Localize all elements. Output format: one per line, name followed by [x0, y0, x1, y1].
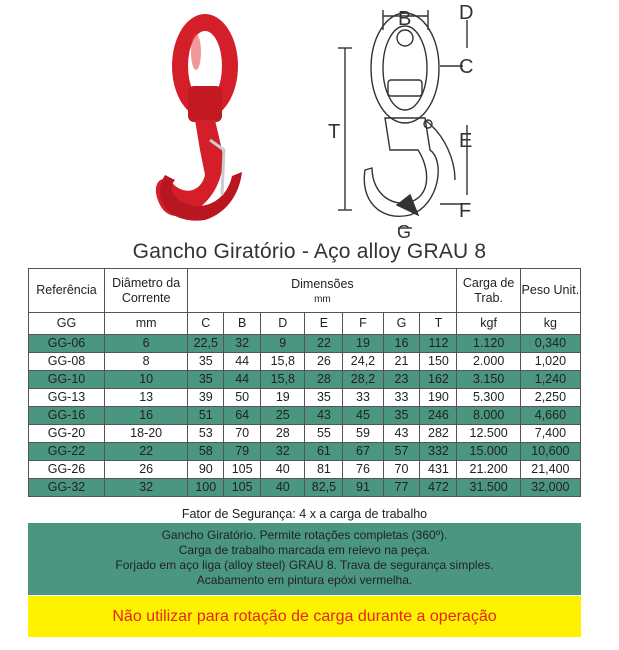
table-cell: 28,2 — [343, 371, 383, 389]
table-cell: 39 — [188, 389, 224, 407]
table-cell: 35 — [188, 353, 224, 371]
table-cell: 16 — [104, 407, 187, 425]
table-cell: 45 — [343, 407, 383, 425]
note-line: Forjado em aço liga (alloy steel) GRAU 8. Trava de segurança simples. — [115, 558, 494, 572]
note-line: Gancho Giratório. Permite rotações completas (360º). — [161, 528, 448, 542]
table-cell: 19 — [261, 389, 305, 407]
table-cell: 32 — [224, 335, 261, 353]
table-cell: 31.500 — [457, 479, 520, 497]
table-cell: 28 — [261, 425, 305, 443]
table-cell: 105 — [224, 461, 261, 479]
table-cell: 4,660 — [520, 407, 580, 425]
table-cell: 6 — [104, 335, 187, 353]
subheader-cell: C — [188, 313, 224, 335]
table-cell: 35 — [305, 389, 343, 407]
page-title: Gancho Giratório - Aço alloy GRAU 8 — [132, 240, 487, 263]
dimension-diagram — [338, 10, 467, 228]
table-cell: 25 — [261, 407, 305, 425]
dim-label-t: T — [328, 121, 341, 143]
table-cell: 18-20 — [104, 425, 187, 443]
table-cell: 35 — [188, 371, 224, 389]
table-cell: 44 — [224, 353, 261, 371]
header-dimensoes-unit: mm — [314, 294, 331, 305]
table-cell: 3.150 — [457, 371, 520, 389]
table-row — [29, 443, 581, 461]
header-dimensoes-label: Dimensões — [291, 277, 354, 291]
table-cell: 8 — [104, 353, 187, 371]
dim-label-g: G — [397, 222, 412, 240]
table-cell: 246 — [420, 407, 457, 425]
header-carga: Carga de Trab. — [457, 269, 520, 313]
table-cell: 24,2 — [343, 353, 383, 371]
table-cell: 23 — [383, 371, 420, 389]
table-cell: 82,5 — [305, 479, 343, 497]
subheader-cell: GG — [29, 313, 105, 335]
table-cell: 33 — [383, 389, 420, 407]
table-row — [29, 461, 581, 479]
table-cell: 28 — [305, 371, 343, 389]
table-cell: GG-13 — [29, 389, 105, 407]
table-cell: 10 — [104, 371, 187, 389]
header-peso: Peso Unit. — [520, 269, 580, 313]
table-row — [29, 371, 581, 389]
safety-factor: Fator de Segurança: 4 x a carga de trabalho — [181, 507, 428, 521]
subheader-cell: kgf — [457, 313, 520, 335]
table-cell: 105 — [224, 479, 261, 497]
table-cell: 22 — [305, 335, 343, 353]
table-cell: 90 — [188, 461, 224, 479]
table-header-row — [29, 269, 581, 313]
table-cell: 32 — [104, 479, 187, 497]
table-cell: 112 — [420, 335, 457, 353]
table-cell: 1.120 — [457, 335, 520, 353]
table-cell: 431 — [420, 461, 457, 479]
table-cell: 81 — [305, 461, 343, 479]
table-cell: GG-32 — [29, 479, 105, 497]
table-cell: 26 — [104, 461, 187, 479]
subheader-cell: kg — [520, 313, 580, 335]
table-cell: 33 — [343, 389, 383, 407]
table-row — [29, 425, 581, 443]
table-cell: 190 — [420, 389, 457, 407]
table-cell: 57 — [383, 443, 420, 461]
table-cell: 43 — [383, 425, 420, 443]
subheader-cell: mm — [104, 313, 187, 335]
table-cell: 282 — [420, 425, 457, 443]
table-cell: 10,600 — [520, 443, 580, 461]
product-illustration — [0, 0, 619, 240]
table-cell: 21.200 — [457, 461, 520, 479]
spec-table — [28, 268, 581, 497]
table-cell: 35 — [383, 407, 420, 425]
table-cell: GG-06 — [29, 335, 105, 353]
table-cell: 150 — [420, 353, 457, 371]
table-cell: 70 — [383, 461, 420, 479]
subheader-cell: B — [224, 313, 261, 335]
dim-label-c: C — [459, 56, 474, 78]
dim-label-e: E — [459, 130, 473, 152]
header-diametro: Diâmetro da Corrente — [104, 269, 187, 313]
table-cell: 1,020 — [520, 353, 580, 371]
table-cell: 76 — [343, 461, 383, 479]
table-cell: 44 — [224, 371, 261, 389]
table-cell: 7,400 — [520, 425, 580, 443]
table-cell: 12.500 — [457, 425, 520, 443]
table-cell: 70 — [224, 425, 261, 443]
table-cell: 5.300 — [457, 389, 520, 407]
subheader-cell: F — [343, 313, 383, 335]
table-cell: 32 — [261, 443, 305, 461]
table-cell: GG-10 — [29, 371, 105, 389]
table-row — [29, 479, 581, 497]
table-cell: 79 — [224, 443, 261, 461]
table-cell: 472 — [420, 479, 457, 497]
table-cell: 50 — [224, 389, 261, 407]
table-body — [29, 335, 581, 497]
table-cell: 59 — [343, 425, 383, 443]
table-cell: 0,340 — [520, 335, 580, 353]
table-row — [29, 335, 581, 353]
warning-banner: Não utilizar para rotação de carga durante a operação — [28, 596, 581, 637]
table-cell: 43 — [305, 407, 343, 425]
table-cell: 53 — [188, 425, 224, 443]
note-line: Acabamento em pintura epóxi vermelha. — [196, 573, 413, 587]
table-cell: 91 — [343, 479, 383, 497]
dim-label-d: D — [459, 2, 474, 24]
table-cell: 77 — [383, 479, 420, 497]
dim-label-f: F — [459, 200, 472, 222]
table-cell: GG-26 — [29, 461, 105, 479]
table-cell: 13 — [104, 389, 187, 407]
subheader-cell: E — [305, 313, 343, 335]
table-row — [29, 407, 581, 425]
table-cell: GG-16 — [29, 407, 105, 425]
table-cell: 2.000 — [457, 353, 520, 371]
table-cell: 32,000 — [520, 479, 580, 497]
table-row — [29, 353, 581, 371]
table-cell: 16 — [383, 335, 420, 353]
table-cell: 9 — [261, 335, 305, 353]
header-referencia: Referência — [29, 269, 105, 313]
table-subheader-row — [29, 313, 581, 335]
subheader-cell: T — [420, 313, 457, 335]
hook-photo — [156, 14, 242, 221]
table-cell: 51 — [188, 407, 224, 425]
table-cell: 55 — [305, 425, 343, 443]
table-cell: 61 — [305, 443, 343, 461]
table-cell: 100 — [188, 479, 224, 497]
table-cell: 40 — [261, 461, 305, 479]
table-cell: 162 — [420, 371, 457, 389]
table-row — [29, 389, 581, 407]
table-cell: 2,250 — [520, 389, 580, 407]
table-cell: 19 — [343, 335, 383, 353]
table-cell: 58 — [188, 443, 224, 461]
header-dimensoes — [188, 269, 457, 313]
table-cell: 64 — [224, 407, 261, 425]
subheader-cell: G — [383, 313, 420, 335]
table-cell: 332 — [420, 443, 457, 461]
table-cell: 21,400 — [520, 461, 580, 479]
dim-label-b: B — [398, 8, 412, 30]
table-cell: 26 — [305, 353, 343, 371]
table-cell: 22 — [104, 443, 187, 461]
table-cell: 15,8 — [261, 353, 305, 371]
note-line: Carga de trabalho marcada em relevo na peça. — [178, 543, 431, 557]
table-cell: 15.000 — [457, 443, 520, 461]
table-cell: 40 — [261, 479, 305, 497]
table-cell: 67 — [343, 443, 383, 461]
subheader-cell: D — [261, 313, 305, 335]
table-cell: GG-22 — [29, 443, 105, 461]
table-cell: 15,8 — [261, 371, 305, 389]
table-cell: GG-20 — [29, 425, 105, 443]
table-cell: GG-08 — [29, 353, 105, 371]
table-cell: 8.000 — [457, 407, 520, 425]
table-cell: 22,5 — [188, 335, 224, 353]
product-notes — [28, 523, 581, 595]
table-cell: 1,240 — [520, 371, 580, 389]
table-cell: 21 — [383, 353, 420, 371]
